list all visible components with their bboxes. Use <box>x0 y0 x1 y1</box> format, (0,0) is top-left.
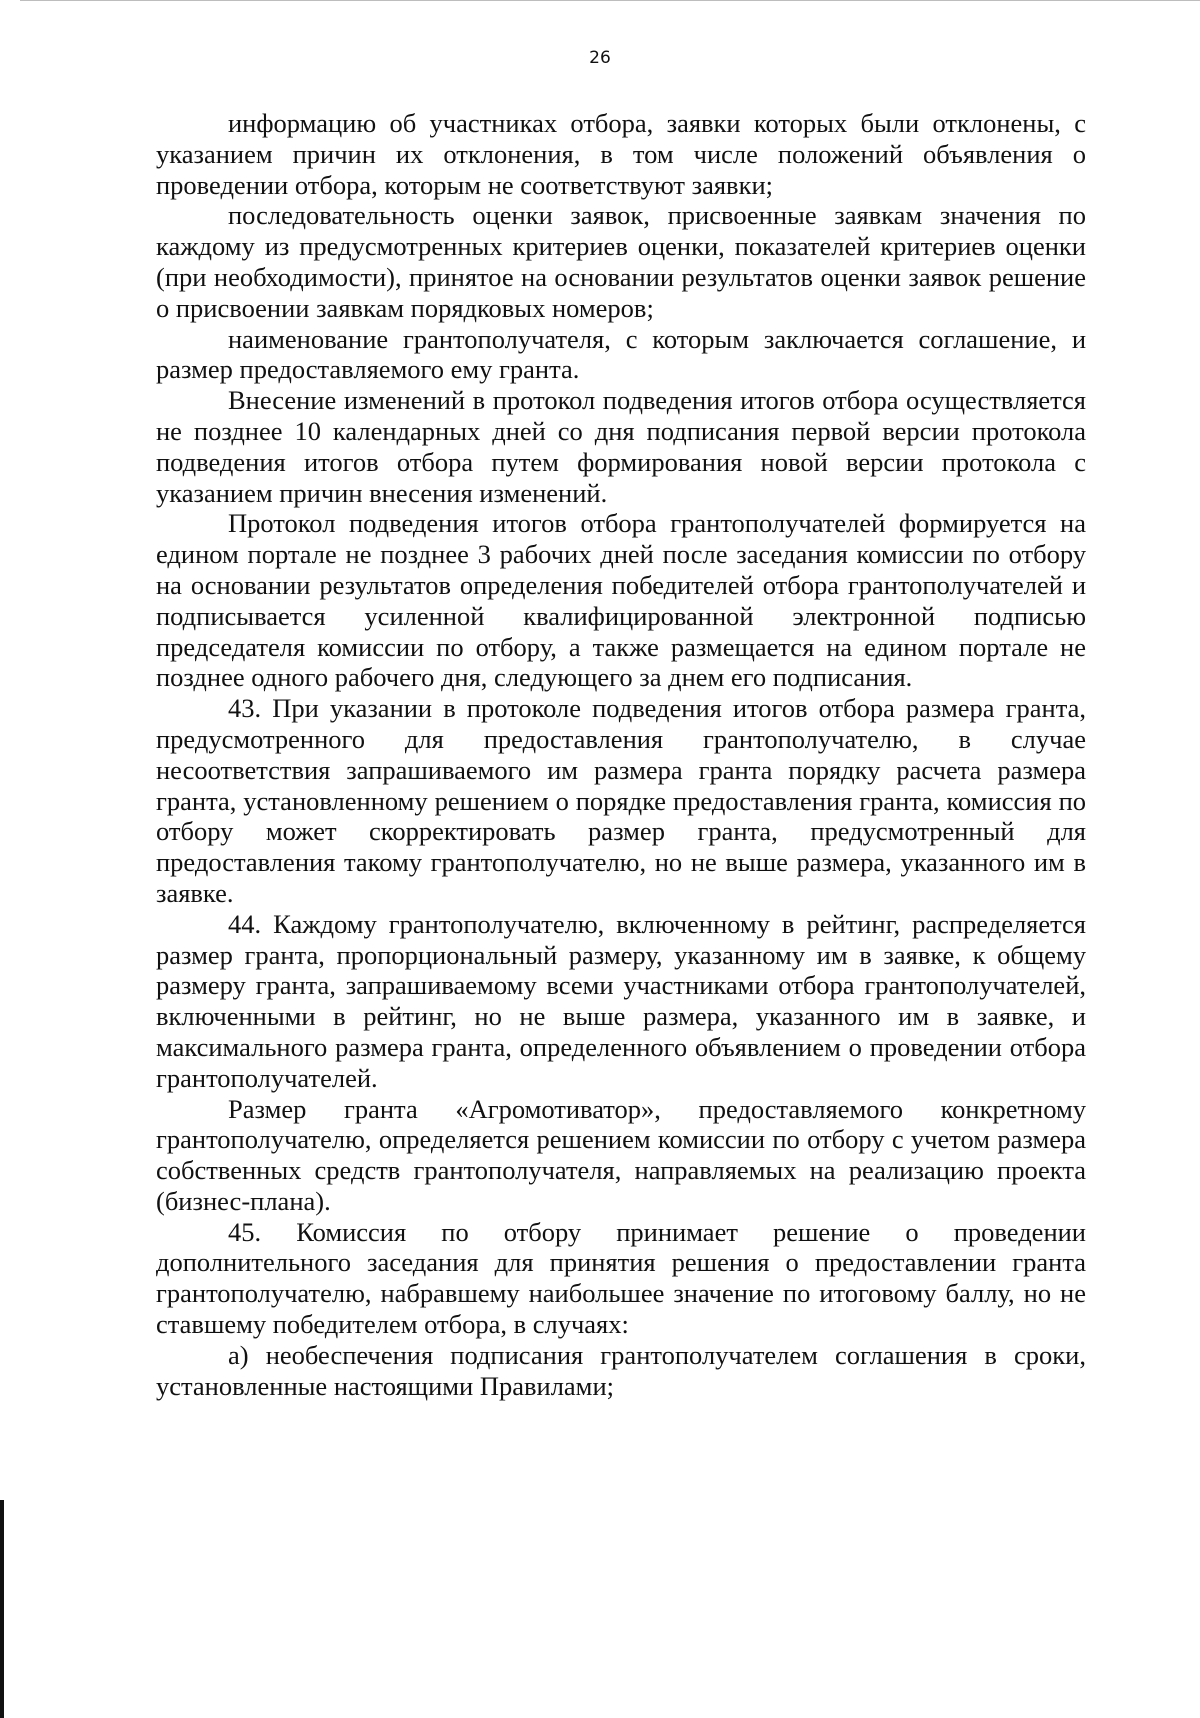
scan-top-edge <box>20 0 1200 1</box>
paragraph-clause-45: 45. Комиссия по отбору принимает решение о проведении дополнительного заседания для принятия решения о предоставлении гранта грантополучателю, набравшему наибольшее значение по итоговому баллу, но не ставшему победителем отбора, в случаях: <box>156 1216 1086 1340</box>
document-body <box>156 108 1086 1401</box>
paragraph-protocol-formation: Протокол подведения итогов отбора грантополучателей формируется на едином портале не позднее 3 рабочих дней после заседания комиссии по отбору на основании результатов определения победителей отбора грантополучателей и подписывается усиленной квалифицированной электронной подписью председателя комиссии по отбору, а также размещается на едином портале не позднее одного рабочего дня, следующего за днем его подписания. <box>156 508 1086 693</box>
paragraph-evaluation-sequence: последовательность оценки заявок, присвоенные заявкам значения по каждому из предусмотренных критериев оценки, показателей критериев оценки (при необходимости), принятое на основании результатов оценки заявок решение о присвоении заявкам порядковых номеров; <box>156 200 1086 323</box>
paragraph-protocol-amendments: Внесение изменений в протокол подведения итогов отбора осуществляется не позднее 10 календарных дней со дня подписания первой версии протокола подведения итогов отбора путем формирования новой версии протокола с указанием причин внесения изменений. <box>156 385 1086 508</box>
page-number: 26 <box>589 48 611 68</box>
scan-left-edge <box>0 1500 4 1718</box>
paragraph-grant-recipient-name: наименование грантополучателя, с которым заключается соглашение, и размер предоставляемого ему гранта. <box>156 323 1086 385</box>
paragraph-agromotivator-grant: Размер гранта «Агромотиватор», предоставляемого конкретному грантополучателю, определяется решением комиссии по отбору с учетом размера собственных средств грантополучателя, направляемых на реализацию проекта (бизнес-плана). <box>156 1093 1086 1216</box>
paragraph-clause-44: 44. Каждому грантополучателю, включенному в рейтинг, распределяется размер гранта, пропорциональный размеру, указанному им в заявке, к общему размеру гранта, запрашиваемому всеми участниками отбора грантополучателей, включенными в рейтинг, но не выше размера, указанного им в заявке, и максимального размера гранта, определенного объявлением о проведении отбора грантополучателей. <box>156 908 1086 1093</box>
paragraph-clause-43: 43. При указании в протоколе подведения итогов отбора размера гранта, предусмотренного для предоставления грантополучателю, в случае несоответствия запрашиваемого им размера гранта порядку расчета размера гранта, установленному решением о порядке предоставления гранта, комиссия по отбору может скорректировать размер гранта, предусмотренный для предоставления такому грантополучателю, но не выше размера, указанного им в заявке. <box>156 693 1086 908</box>
paragraph-clause-45-a: а) необеспечения подписания грантополучателем соглашения в сроки, установленные настоящими Правилами; <box>156 1339 1086 1401</box>
paragraph-rejected-participants: информацию об участниках отбора, заявки которых были отклонены, с указанием причин их отклонения, в том числе положений объявления о проведении отбора, которым не соответствуют заявки; <box>156 108 1086 200</box>
